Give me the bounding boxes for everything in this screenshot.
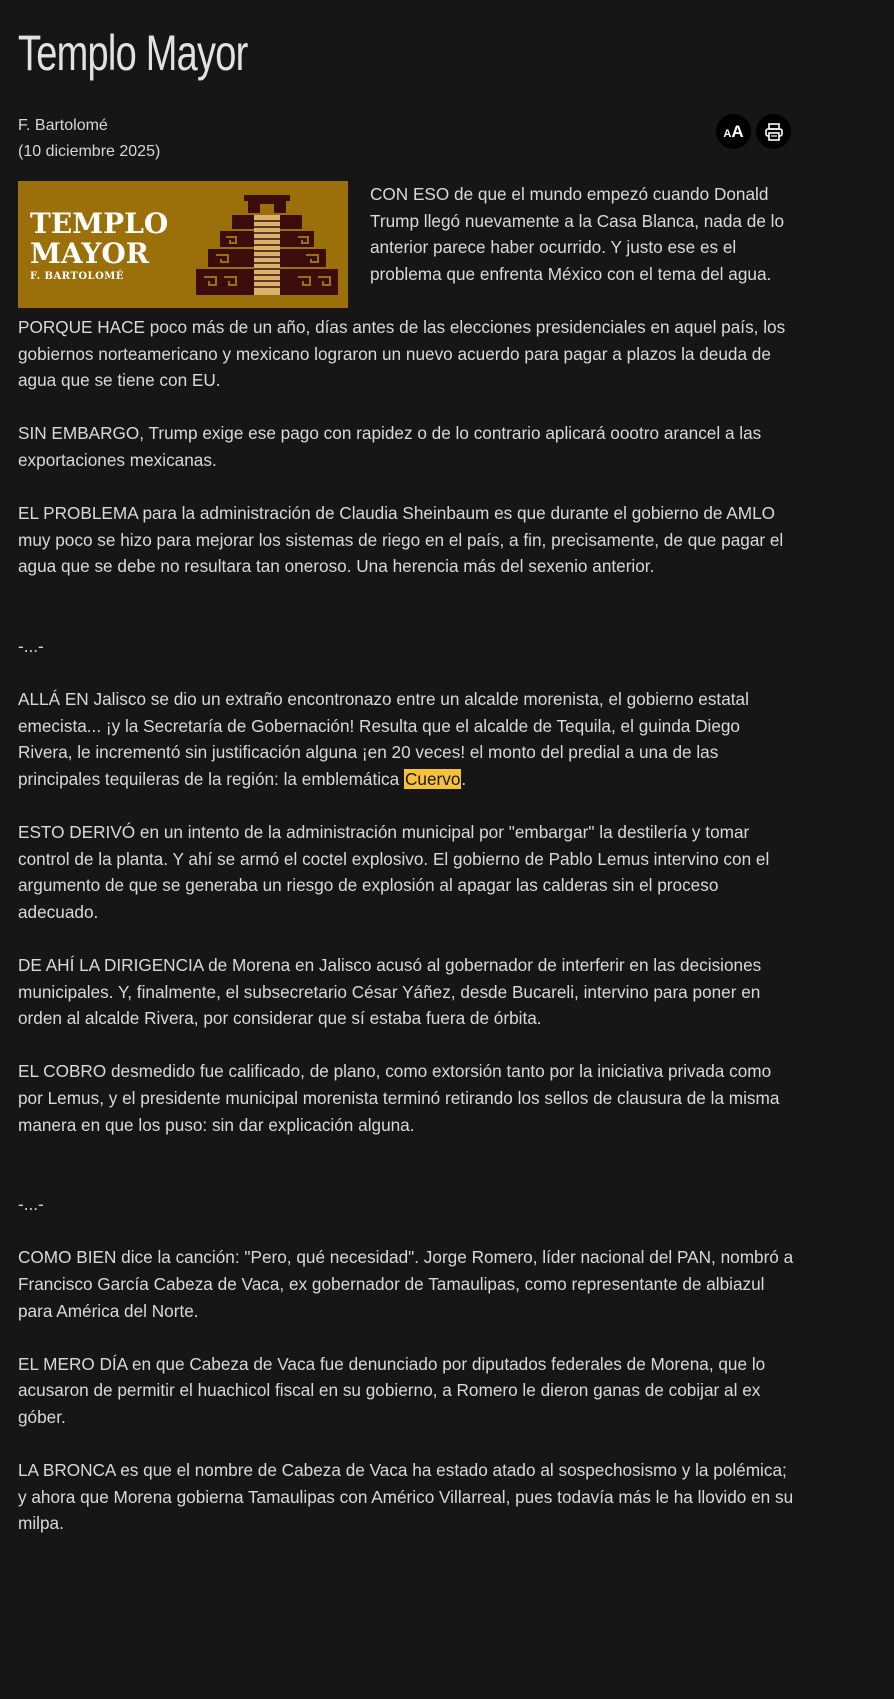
print-button[interactable] xyxy=(756,114,791,149)
paragraph: EL COBRO desmedido fue calificado, de plano, como extorsión tanto por la iniciativa privada como por Lemus, y el presidente municipal morenista terminó retirando los sellos de clausura de la misma manera en que los puso: sin dar explicación alguna. xyxy=(18,1061,780,1135)
paragraph: EL PROBLEMA para la administración de Claudia Sheinbaum es que durante el gobierno de AMLO muy poco se hizo para mejorar los sistemas de riego en el país, a fin, precisamente, de que pagar el agua que se debe no resultara tan oneroso. Una herencia más del sexenio anterior. xyxy=(18,503,784,577)
article-body xyxy=(18,181,794,1564)
banner-spacer xyxy=(18,181,370,311)
section-separator: -...- xyxy=(18,1194,44,1215)
section-separator: -...- xyxy=(18,635,44,656)
font-size-icon: AA xyxy=(723,121,744,141)
paragraph: COMO BIEN dice la canción: "Pero, qué necesidad". Jorge Romero, líder nacional del PAN, nombró a Francisco García Cabeza de Vaca, ex gobernador de Tamaulipas, como representante de albiazul para América del Norte. xyxy=(18,1247,794,1321)
highlighted-term: Cuervo xyxy=(404,768,461,789)
paragraph: LA BRONCA es que el nombre de Cabeza de Vaca ha estado atado al sospechosismo y la polémica; y ahora que Morena gobierna Tamaulipas con Américo Villarreal, pues todavía más le ha llovido en su milpa. xyxy=(18,1460,794,1534)
page-title: Templo Mayor xyxy=(18,25,248,81)
banner-title: TEMPLO MAYOR xyxy=(30,207,169,270)
publish-date: (10 diciembre 2025) xyxy=(18,143,161,160)
paragraph: SIN EMBARGO, Trump exige ese pago con rapidez o de lo contrario aplicará oootro arancel a las exportaciones mexicanas. xyxy=(18,423,762,470)
paragraph: DE AHÍ LA DIRIGENCIA de Morena en Jalisco acusó al gobernador de interferir en las decisiones municipales. Y, finalmente, el subsecretario César Yáñez, desde Bucareli, intervino para poner en orden al alcalde Rivera, por considerar que sí estaba fuera de órbita. xyxy=(18,955,762,1029)
paragraph: CON ESO de que el mundo empezó cuando Donald Trump llegó nuevamente a la Casa Blanca, nada de lo anterior parece haber ocurrido. Y justo ese es el problema que enfrenta México con el tema del agua. xyxy=(370,184,785,284)
paragraph: ALLÁ EN Jalisco se dio un extraño encontronazo entre un alcalde morenista, el gobierno estatal emecista... ¡y la Secretaría de Gobernación! Resulta que el alcalde de Tequila, el guinda Diego Rivera, le incrementó sin justificación alguna ¡en 20 veces! el monto del predial a una de las principales tequileras de la región: la emblemática Cuervo. xyxy=(18,689,749,789)
byline xyxy=(18,113,160,165)
author-name: F. Bartolomé xyxy=(18,117,108,134)
banner-author: F. BARTOLOMÉ xyxy=(30,271,124,282)
print-icon xyxy=(764,122,784,142)
paragraph: ESTO DERIVÓ en un intento de la administración municipal por "embargar" la destilería y tomar control de la planta. Y ahí se armó el coctel explosivo. El gobierno de Pablo Lemus intervino con el argumento de que se generaba un riesgo de explosión al apagar las calderas sin el proceso adecuado. xyxy=(18,822,770,922)
font-size-button[interactable] xyxy=(716,114,751,149)
article-tools xyxy=(716,114,791,149)
paragraph: PORQUE HACE poco más de un año, días antes de las elecciones presidenciales en aquel país, los gobiernos norteamericano y mexicano lograron un nuevo acuerdo para pagar a plazos la deuda de agua que se tiene con EU. xyxy=(18,316,786,391)
paragraph: EL MERO DÍA en que Cabeza de Vaca fue denunciado por diputados federales de Morena, que lo acusaron de permitir el huachicol fiscal en su gobierno, a Romero le dieron ganas de cobijar al ex góber. xyxy=(18,1353,766,1427)
